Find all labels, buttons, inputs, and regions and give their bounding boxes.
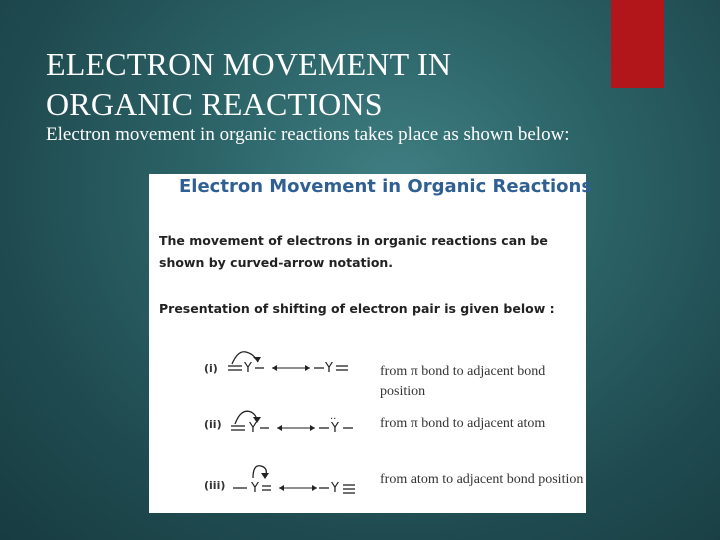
- svg-text:Y: Y: [325, 361, 333, 376]
- accent-bar: [611, 0, 664, 88]
- row-label-iii: (iii): [204, 479, 226, 492]
- row-desc-i: from π bond to adjacent bond position: [380, 364, 546, 399]
- equation-i-diagram: [224, 342, 374, 382]
- equation-ii-diagram: [229, 402, 379, 442]
- svg-text:..: ..: [330, 411, 337, 422]
- atom-label-iii: Y: [251, 481, 259, 496]
- equation-iii-diagram: [231, 460, 381, 500]
- atom-label-i: Y: [244, 361, 252, 376]
- row-desc-ii: from π bond to adjacent atom: [380, 416, 546, 431]
- slide-title: ELECTRON MOVEMENT IN ORGANIC REACTIONS: [46, 46, 452, 122]
- row-label-ii: (ii): [204, 418, 222, 431]
- svg-text:Y: Y: [331, 421, 339, 436]
- svg-text:Y: Y: [331, 481, 339, 496]
- figure-paragraph-2: Presentation of shifting of electron pair is given below :: [159, 301, 555, 316]
- row-label-i: (i): [204, 362, 218, 375]
- row-desc-iii: from atom to adjacent bond position: [380, 472, 584, 487]
- figure-paragraph-1: The movement of electrons in organic reactions can be shown by curved-arrow notation.: [159, 233, 548, 270]
- atom-label-ii: Y: [249, 421, 257, 436]
- reaction-figure: [149, 174, 593, 513]
- slide-body-text: Electron movement in organic reactions takes place as shown below:: [46, 124, 570, 145]
- figure-title: Electron Movement in Organic Reactions: [179, 176, 593, 197]
